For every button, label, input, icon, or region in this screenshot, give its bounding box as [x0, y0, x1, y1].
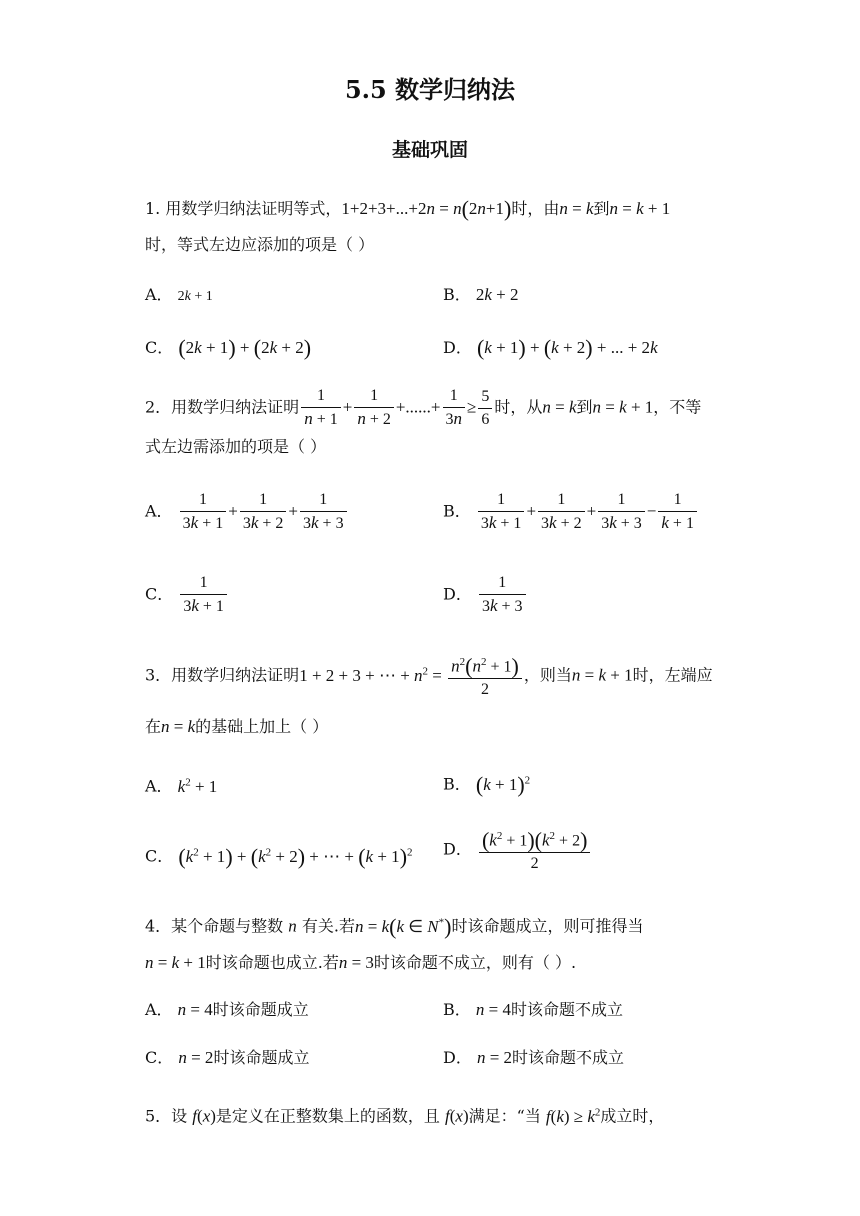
option-math: n = 4	[177, 1000, 213, 1019]
q2-option-c[interactable]: C． $\frac{1}{3k + 1}$	[145, 573, 229, 617]
q2-text: 2．用数学归纳法证明	[145, 397, 300, 417]
q2-frac-2: $\frac{1}{n + 2}$	[354, 386, 394, 430]
option-label: A．	[145, 285, 173, 304]
q4-line2-math2: n = 3	[338, 953, 374, 972]
q5-f: f(x)	[192, 1106, 216, 1126]
q4-text-mid: 有关.若	[301, 916, 355, 936]
q3-text-post: 时，左端应	[632, 665, 713, 685]
question-5-line-1	[145, 1100, 664, 1129]
q4-text: 4．某个命题与整数	[145, 916, 284, 936]
q4-var: n	[288, 916, 297, 936]
q5-text-post: 成立时，	[600, 1106, 665, 1126]
option-label: B．	[443, 774, 471, 794]
q4-text-post: 时该命题成立，则可推得当	[451, 916, 644, 936]
q1-option-b[interactable]	[443, 283, 519, 307]
question-1-line-2: 时，等式左边应添加的项是（ ）	[145, 235, 375, 254]
q3-line2-math: n = k	[161, 717, 196, 736]
q2-text-post: ，不等	[653, 397, 702, 417]
q1-text-mid: 时，由	[511, 199, 560, 218]
option-label: C．	[145, 1048, 174, 1067]
question-4-line-1	[145, 910, 643, 939]
option-text: 时该命题不成立	[512, 1048, 625, 1067]
q1-option-c[interactable]	[145, 336, 311, 360]
q2-frac-1: $\frac{1}{n + 1}$	[301, 386, 341, 430]
q3-line2-post: 的基础上加上（ ）	[195, 717, 329, 736]
option-math: n = 2	[178, 1048, 214, 1067]
q5-f2: f(x)	[445, 1106, 469, 1126]
option-math: 2k + 2	[475, 285, 519, 304]
q1-option-d[interactable]	[443, 336, 658, 360]
q3-option-c[interactable]	[145, 840, 413, 869]
q3-option-a[interactable]	[145, 770, 217, 799]
q5-text-mid2: 满足：“当	[468, 1106, 541, 1126]
q3-option-d[interactable]: D． $\frac{(k^2 + 1)(k^2 + 2)}{2}$	[443, 826, 592, 874]
option-math: $(k + 1)^2$	[475, 771, 531, 797]
q5-text-mid: 是定义在正整数集上的函数，且	[215, 1106, 440, 1126]
option-label: C．	[145, 584, 174, 604]
option-label: B．	[443, 1000, 471, 1019]
q3-text: 3．用数学归纳法证明	[145, 665, 300, 685]
option-label: A．	[145, 501, 173, 521]
q3-text-mid: ，则当	[523, 665, 572, 685]
option-math: n = 4	[475, 1000, 511, 1019]
q2-option-a[interactable]: A． $\frac{1}{3k + 1}$ + $\frac{1}{3k + 2}$ + $\frac{1}{3k + 3}$	[145, 490, 349, 534]
q4-option-d[interactable]	[443, 1046, 624, 1070]
q2-option-b[interactable]: B． $\frac{1}{3k + 1}$ + $\frac{1}{3k + 2}$ + $\frac{1}{3k + 3}$ − $\frac{1}{k + 1}$	[443, 490, 699, 534]
option-text: 时该命题不成立	[510, 1000, 623, 1019]
option-math: n = 2	[476, 1048, 513, 1067]
q4-option-c[interactable]	[145, 1046, 309, 1070]
q1-option-a[interactable]	[145, 283, 213, 309]
q4-line2-post: 时该命题不成立，则有（ ）.	[373, 953, 577, 972]
option-label: C．	[145, 338, 174, 357]
question-3-line-1	[145, 652, 713, 700]
q5-cond: $f(k) \ge k^2$	[545, 1106, 601, 1126]
option-label: C．	[145, 846, 174, 866]
q2-to: n = k + 1	[592, 397, 654, 417]
q1-formula: 1+2+3+...+2n = n(2n+1)	[341, 196, 512, 221]
q1-text: 1. 用数学归纳法证明等式，	[145, 199, 342, 218]
page-title: 5.5 数学归纳法	[344, 75, 516, 104]
q2-frac-4: $\frac{5}{6}$	[478, 387, 492, 430]
option-label: B．	[443, 285, 471, 304]
q4-cond: n = k(k ∈ N*)	[354, 913, 452, 939]
q3-cond: n = k + 1	[571, 665, 633, 685]
option-label: A．	[145, 776, 173, 796]
q4-option-a[interactable]	[145, 998, 309, 1022]
option-text: 时该命题成立	[212, 1000, 309, 1019]
option-math: (2k + 1) + (2k + 2)	[178, 335, 312, 360]
question-2-line-1: 2．用数学归纳法证明 $\frac{1}{n + 1}$ + $\frac{1}{n + 2}$ +......+ $\frac{1}{3n}$ ≥ $\frac{5}{6}$ 时，从n = k到n = k + 1，不等	[145, 387, 702, 428]
q3-option-b[interactable]	[443, 768, 530, 797]
q2-option-d[interactable]: D． $\frac{1}{3k + 3}$	[443, 573, 528, 617]
q3-frac: $\frac{n^2(n^2 + 1)}{2}$	[448, 652, 522, 700]
option-label: D．	[443, 839, 472, 859]
q2-to-word: 到	[576, 397, 593, 417]
option-label: D．	[443, 338, 472, 357]
q1-to: n = k + 1	[609, 199, 671, 218]
q4-option-b[interactable]	[443, 998, 623, 1022]
option-text: 时该命题成立	[213, 1048, 310, 1067]
option-label: D．	[443, 1048, 472, 1067]
option-label: D．	[443, 584, 472, 604]
option-math: (k + 1) + (k + 2) + ... + 2k	[476, 335, 658, 360]
option-label: A．	[145, 1000, 173, 1019]
q4-line2-math: n = k + 1	[145, 953, 206, 972]
option-math: $(k^2 + 1) + (k^2 + 2)$ + ⋯ + $(k + 1)^2$	[178, 843, 413, 869]
question-1-line-1	[145, 197, 670, 221]
option-math: $k^2 + 1$	[177, 776, 218, 796]
q1-from: n = k	[559, 199, 594, 218]
q5-text: 5．设	[145, 1106, 188, 1126]
q2-text-mid: 时，从	[494, 397, 543, 417]
question-2-line-2: 式左边需添加的项是（ ）	[145, 437, 327, 456]
question-4-line-2	[145, 951, 576, 975]
q2-frac-3: $\frac{1}{3n}$	[443, 386, 466, 430]
option-label: B．	[443, 501, 471, 521]
q1-to-word: 到	[593, 199, 610, 218]
question-3-line-2	[145, 715, 328, 739]
q4-line2-mid: 时该命题也成立.若	[205, 953, 339, 972]
section-subtitle: 基础巩固	[391, 139, 468, 161]
q2-from: n = k	[542, 397, 577, 417]
option-math: 2k + 1	[177, 289, 213, 304]
q3-formula: 1 + 2 + 3 + ⋯ + $n^2$ =	[299, 665, 447, 685]
q3-line2-pre: 在	[145, 717, 162, 736]
